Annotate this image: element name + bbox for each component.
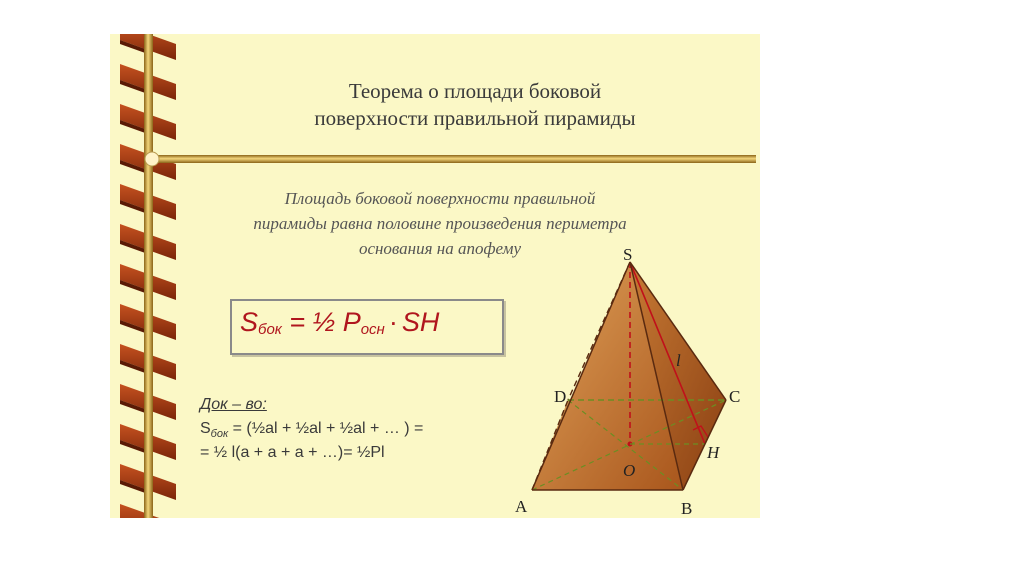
label-h: H bbox=[707, 443, 720, 462]
theorem-line-2: пирамиды равна половине произведения периметра bbox=[253, 214, 627, 233]
theorem-line-1: Площадь боковой поверхности правильной bbox=[284, 189, 596, 208]
formula-s: S bbox=[240, 307, 259, 337]
label-o: O bbox=[623, 461, 636, 480]
formula-p-sub: осн bbox=[360, 321, 385, 338]
slide bbox=[110, 34, 760, 518]
proof-heading: Док – во: bbox=[200, 396, 267, 413]
label-s: S bbox=[623, 245, 633, 264]
proof-s-sub: бок bbox=[210, 428, 229, 441]
proof-line-1-rest: = (½al + ½al + ½al + … ) = bbox=[228, 420, 424, 437]
pyramid-figure bbox=[110, 34, 760, 518]
formula-eq: = ½ P bbox=[289, 307, 361, 337]
label-d: D bbox=[554, 387, 567, 406]
proof-line-2: = ½ l(a + a + a + …)= ½Pl bbox=[200, 444, 385, 461]
label-l: l bbox=[676, 351, 681, 370]
formula-dot: · bbox=[388, 307, 398, 337]
label-a: A bbox=[515, 497, 528, 516]
title-line-1: Теорема о площади боковой bbox=[348, 79, 602, 103]
theorem-line-3: основания на апофему bbox=[358, 239, 522, 258]
proof-s: S bbox=[200, 420, 211, 437]
formula-tail: SH bbox=[401, 307, 440, 337]
label-b: B bbox=[681, 499, 693, 518]
title-line-2: поверхности правильной пирамиды bbox=[314, 106, 636, 130]
label-c: C bbox=[729, 387, 741, 406]
formula-s-sub: бок bbox=[258, 321, 282, 338]
